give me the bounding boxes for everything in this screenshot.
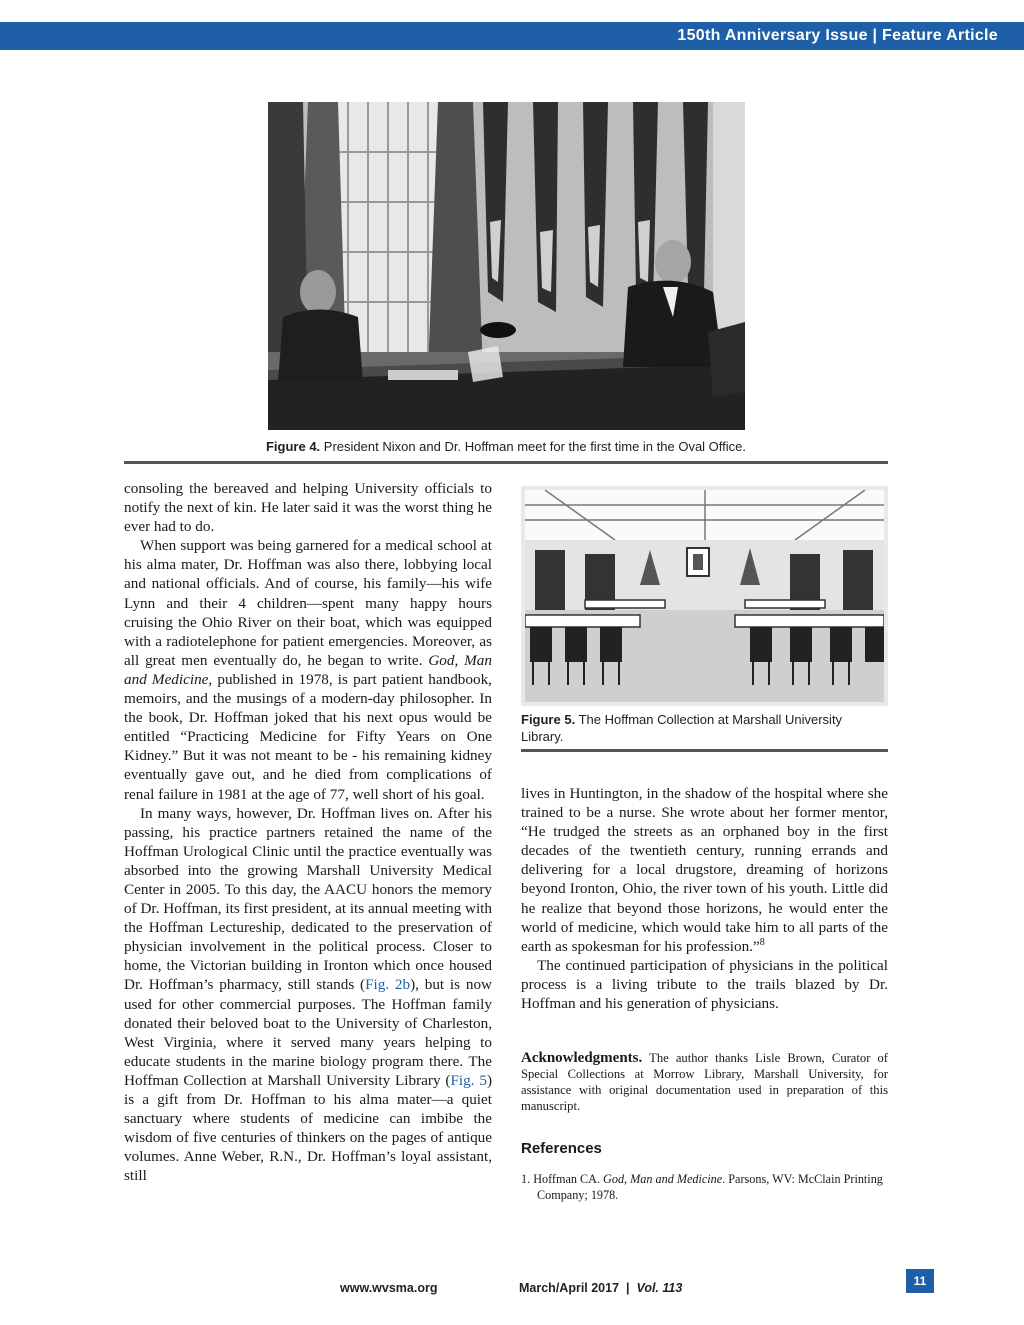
footer-separator: |	[626, 1281, 630, 1295]
page-number: 11	[906, 1269, 934, 1293]
right-paragraph-1: lives in Huntington, in the shadow of the hospital where she trained to be a nurse. She wrote about her former mentor, “He trudged the streets as an orphaned boy in the first decades of the twentieth century, running errands and delivering for a local drugstore, dreaming of horizons beyond Ironton, Ohio, the river town of his youth. Little did he realize that beyond those horizons, he would enter the world of medicine, which would take him to all parts of the earth as spokesman for his profession.”$^8$	[521, 785, 888, 955]
acknowledgments-text: The author thanks Lisle Brown, Curator of Special Collections at Morrow Library, Marshall University, for assistance with original documentation used in preparation of this manuscript.	[521, 1051, 888, 1113]
footer-website[interactable]: www.wvsma.org	[340, 1281, 438, 1295]
references-heading: References	[521, 1140, 602, 1157]
left-column	[124, 479, 492, 1185]
header-banner	[0, 22, 1024, 50]
footer-issue	[519, 1281, 682, 1295]
figure-5-caption-text: The Hoffman Collection at Marshall University Library.	[521, 712, 843, 744]
figure-5-label: Figure 5.	[521, 712, 576, 727]
figure-4-photo	[268, 102, 745, 430]
figure-5-rule	[521, 749, 888, 752]
figure-5-photo	[521, 486, 888, 706]
fig-2b-link[interactable]: Fig. 2b	[365, 976, 411, 994]
figure-4-rule	[124, 461, 888, 464]
figure-5-caption	[521, 711, 888, 745]
header-title: 150th Anniversary Issue | Feature Article	[677, 27, 998, 44]
citation-superscript: 8	[759, 936, 765, 948]
right-column	[521, 784, 888, 1013]
right-paragraph-2: The continued participation of physicians in the political process is a living tribute to the trails blazed by Dr. Hoffman and his generation of physicians.	[521, 956, 888, 1013]
left-paragraph-1: consoling the bereaved and helping University officials to notify the next of kin. He later said it was the worst thing he ever had to do.	[124, 480, 492, 536]
acknowledgments-heading: Acknowledgments.	[521, 1050, 643, 1066]
figure-4-label: Figure 4.	[265, 439, 321, 454]
footer-date: March/April 2017	[519, 1281, 620, 1295]
reference-item: 1. Hoffman CA. God, Man and Medicine. Parsons, WV: McClain Printing Company; 1978.	[521, 1172, 883, 1202]
left-paragraph-3: In many ways, however, Dr. Hoffman lives on. After his passing, his practice partners retained the name of the Hoffman Urological Clinic until the practice eventually was absorbed into the growing Marshall University Medical Center in 2005. To this day, the AACU honors the memory of Dr. Hoffman, its first president, at its annual meeting with the Hoffman Lectureship, dedicated to the preservation of physician involvement in the political process. Closer to home, the Victorian building in Ironton which once housed Dr. Hoffman’s pharmacy, still stands (Fig. 2b), but is now used for other commercial purposes. The Hoffman family donated their beloved boat to the University of Charleston, West Virginia, where it served many years helping to educate students in the marine biology program there. The Hoffman Collection at Marshall University Library (Fig. 5) is a gift from Dr. Hoffman to his alma mater—a quiet sanctuary where students of medicine can imbibe the wisdom of five centuries of thinkers on the pages of antique volumes. Anne Weber, R.N., Dr. Hoffman’s loyal assistant, still	[124, 804, 492, 1185]
figure-4-caption	[124, 439, 888, 454]
footer-volume: Vol. 113	[636, 1281, 683, 1295]
figure-4-caption-text: President Nixon and Dr. Hoffman meet for the first time in the Oval Office.	[323, 439, 746, 454]
book-title: God, Man and Medicine	[124, 651, 492, 688]
acknowledgments	[521, 1050, 888, 1114]
left-paragraph-2: When support was being garnered for a medical school at his alma mater, Dr. Hoffman was also there, lobbying local and national officials. And of course, his family—his wife Lynn and their 4 children—spent many happy hours cruising the Ohio River on their boat, which was equipped with a radiotelephone for patient emergencies. Moreover, as all great men eventually do, he began to write. God, Man and Medicine, published in 1978, is part patient handbook, memoirs, and the musings of a modern-day philosopher. In the book, Dr. Hoffman joked that his next opus would be entitled “Practicing Medicine for Fifty Years on One Kidney.” But it was not meant to be - his remaining kidney eventually gave out, and he died from complications of renal failure in 1981 at the age of 77, well short of his goal.	[124, 537, 492, 803]
fig-5-link[interactable]: Fig. 5	[450, 1071, 487, 1089]
